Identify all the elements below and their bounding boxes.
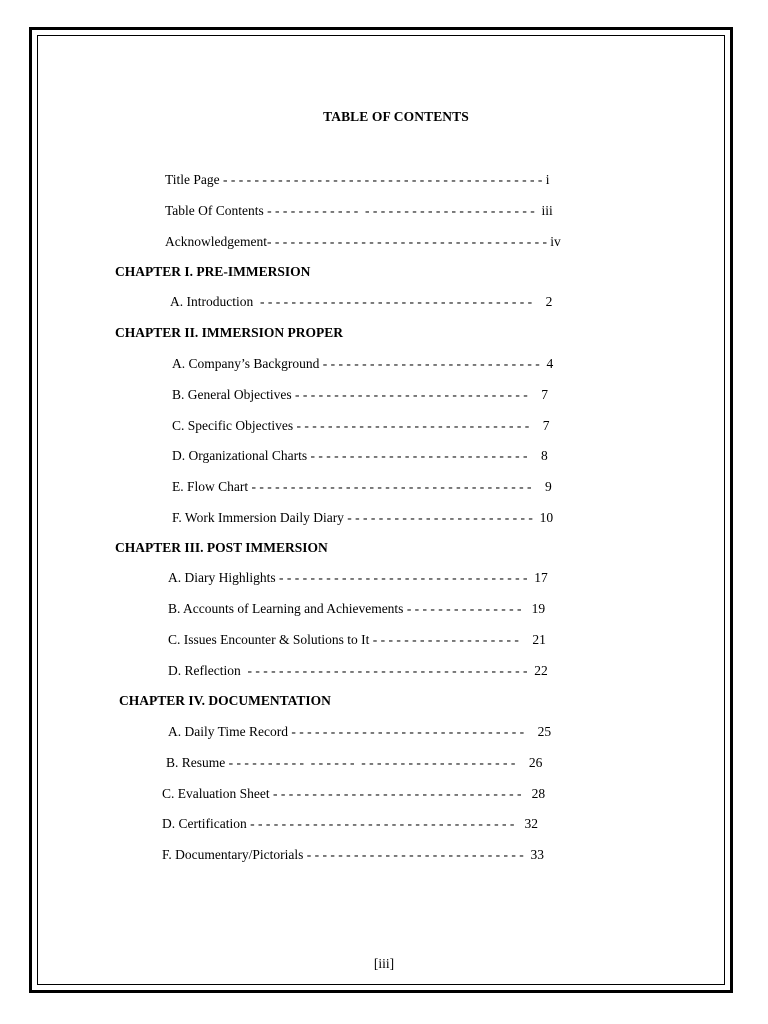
chapter-heading-4: CHAPTER IV. DOCUMENTATION [119,693,331,708]
toc-entry-certification: D. Certification - - - - - - - - - - - - - - - - - - - - - - - - - - - - - - - - - - 32 [162,816,538,831]
toc-entry-flow-chart: E. Flow Chart - - - - - - - - - - - - - - - - - - - - - - - - - - - - - - - - - - - - 9 [172,479,552,494]
toc-entry-title-page: Title Page - - - - - - - - - - - - - - - - - - - - - - - - - - - - - - - - - - - - - - - - - i [165,172,550,187]
chapter-heading-3: CHAPTER III. POST IMMERSION [115,540,328,555]
chapter-heading-1: CHAPTER I. PRE-IMMERSION [115,264,311,279]
toc-entry-resume: B. Resume - - - - - - - - - - - - - - - - - - - - - - - - - - - - - - - - - - - - 26 [166,755,543,770]
toc-entry-table-of-contents: Table Of Contents - - - - - - - - - - - - - - - - - - - - - - - - - - - - - - - - - - iii [165,203,553,218]
toc-entry-diary-highlights: A. Diary Highlights - - - - - - - - - - - - - - - - - - - - - - - - - - - - - - - - 17 [168,570,548,585]
toc-entry-daily-diary: F. Work Immersion Daily Diary - - - - - - - - - - - - - - - - - - - - - - - - 10 [172,510,554,525]
toc-entry-reflection: D. Reflection - - - - - - - - - - - - - - - - - - - - - - - - - - - - - - - - - - - - 22 [168,663,548,678]
toc-entry-organizational-charts: D. Organizational Charts - - - - - - - - - - - - - - - - - - - - - - - - - - - - 8 [172,448,548,463]
toc-entry-documentary-pictorials: F. Documentary/Pictorials - - - - - - - - - - - - - - - - - - - - - - - - - - - - 33 [162,847,545,862]
toc-entry-company-background: A. Company’s Background - - - - - - - - - - - - - - - - - - - - - - - - - - - - 4 [172,356,554,371]
toc-entry-acknowledgement: Acknowledgement- - - - - - - - - - - - - - - - - - - - - - - - - - - - - - - - - - - - iv [165,234,561,249]
toc-entry-accounts-of-learning: B. Accounts of Learning and Achievements - - - - - - - - - - - - - - - 19 [168,601,546,616]
chapter-heading-2: CHAPTER II. IMMERSION PROPER [115,325,344,340]
toc-entry-introduction: A. Introduction - - - - - - - - - - - - - - - - - - - - - - - - - - - - - - - - - - - 2 [170,294,553,309]
toc-entry-specific-objectives: C. Specific Objectives - - - - - - - - - - - - - - - - - - - - - - - - - - - - - - 7 [172,418,550,433]
toc-entry-issues-encounter: C. Issues Encounter & Solutions to It - - - - - - - - - - - - - - - - - - - 21 [168,632,546,647]
toc-title: TABLE OF CONTENTS [323,109,469,124]
toc-entry-daily-time-record: A. Daily Time Record - - - - - - - - - - - - - - - - - - - - - - - - - - - - - - 25 [168,724,552,739]
page-number: [iii] [373,956,395,971]
toc-entry-general-objectives: B. General Objectives - - - - - - - - - - - - - - - - - - - - - - - - - - - - - - 7 [172,387,548,402]
toc-entry-evaluation-sheet: C. Evaluation Sheet - - - - - - - - - - - - - - - - - - - - - - - - - - - - - - - - 28 [162,786,546,801]
